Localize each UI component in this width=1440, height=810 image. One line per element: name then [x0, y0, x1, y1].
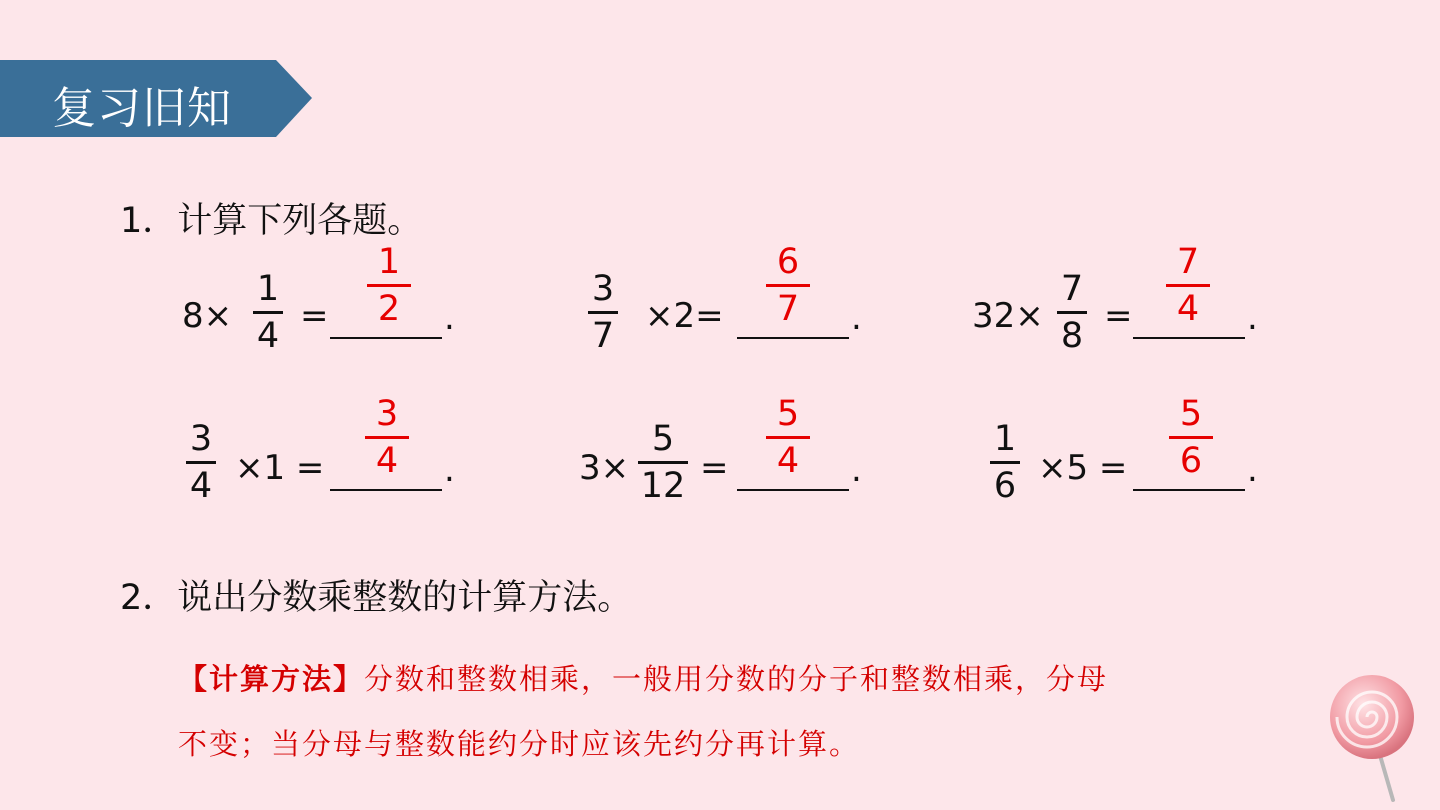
answer-fraction: 5 4	[766, 397, 810, 479]
answer-fraction: 3 4	[365, 397, 409, 479]
answer-blank	[330, 337, 442, 339]
question-1: 1．计算下列各题。	[120, 201, 423, 241]
question-fraction: 1 6	[988, 422, 1022, 504]
lollipop-icon	[1325, 675, 1425, 805]
answer-fraction: 6 7	[766, 245, 810, 327]
answer-blank	[1133, 489, 1245, 491]
answer-fraction: 7 4	[1166, 245, 1210, 327]
question-fraction: 5 12	[636, 422, 690, 504]
method-label: 【计算方法】	[178, 662, 365, 696]
method-line-2: 不变；当分母与整数能约分时应该先约分再计算。	[178, 727, 861, 761]
answer-blank	[737, 489, 849, 491]
question-2: 2．说出分数乘整数的计算方法。	[120, 578, 633, 618]
answer-fraction: 1 2	[367, 245, 411, 327]
section-title: 复习旧知	[52, 83, 232, 134]
answer-fraction: 5 6	[1169, 397, 1213, 479]
answer-blank	[330, 489, 442, 491]
question-fraction: 3 7	[586, 272, 620, 354]
question-fraction: 3 4	[184, 422, 218, 504]
question-fraction: 7 8	[1055, 272, 1089, 354]
method-line-1: 【计算方法】分数和整数相乘，一般用分数的分子和整数相乘，分母	[178, 662, 1109, 696]
answer-blank	[1133, 337, 1245, 339]
answer-blank	[737, 337, 849, 339]
question-fraction: 1 4	[251, 272, 285, 354]
